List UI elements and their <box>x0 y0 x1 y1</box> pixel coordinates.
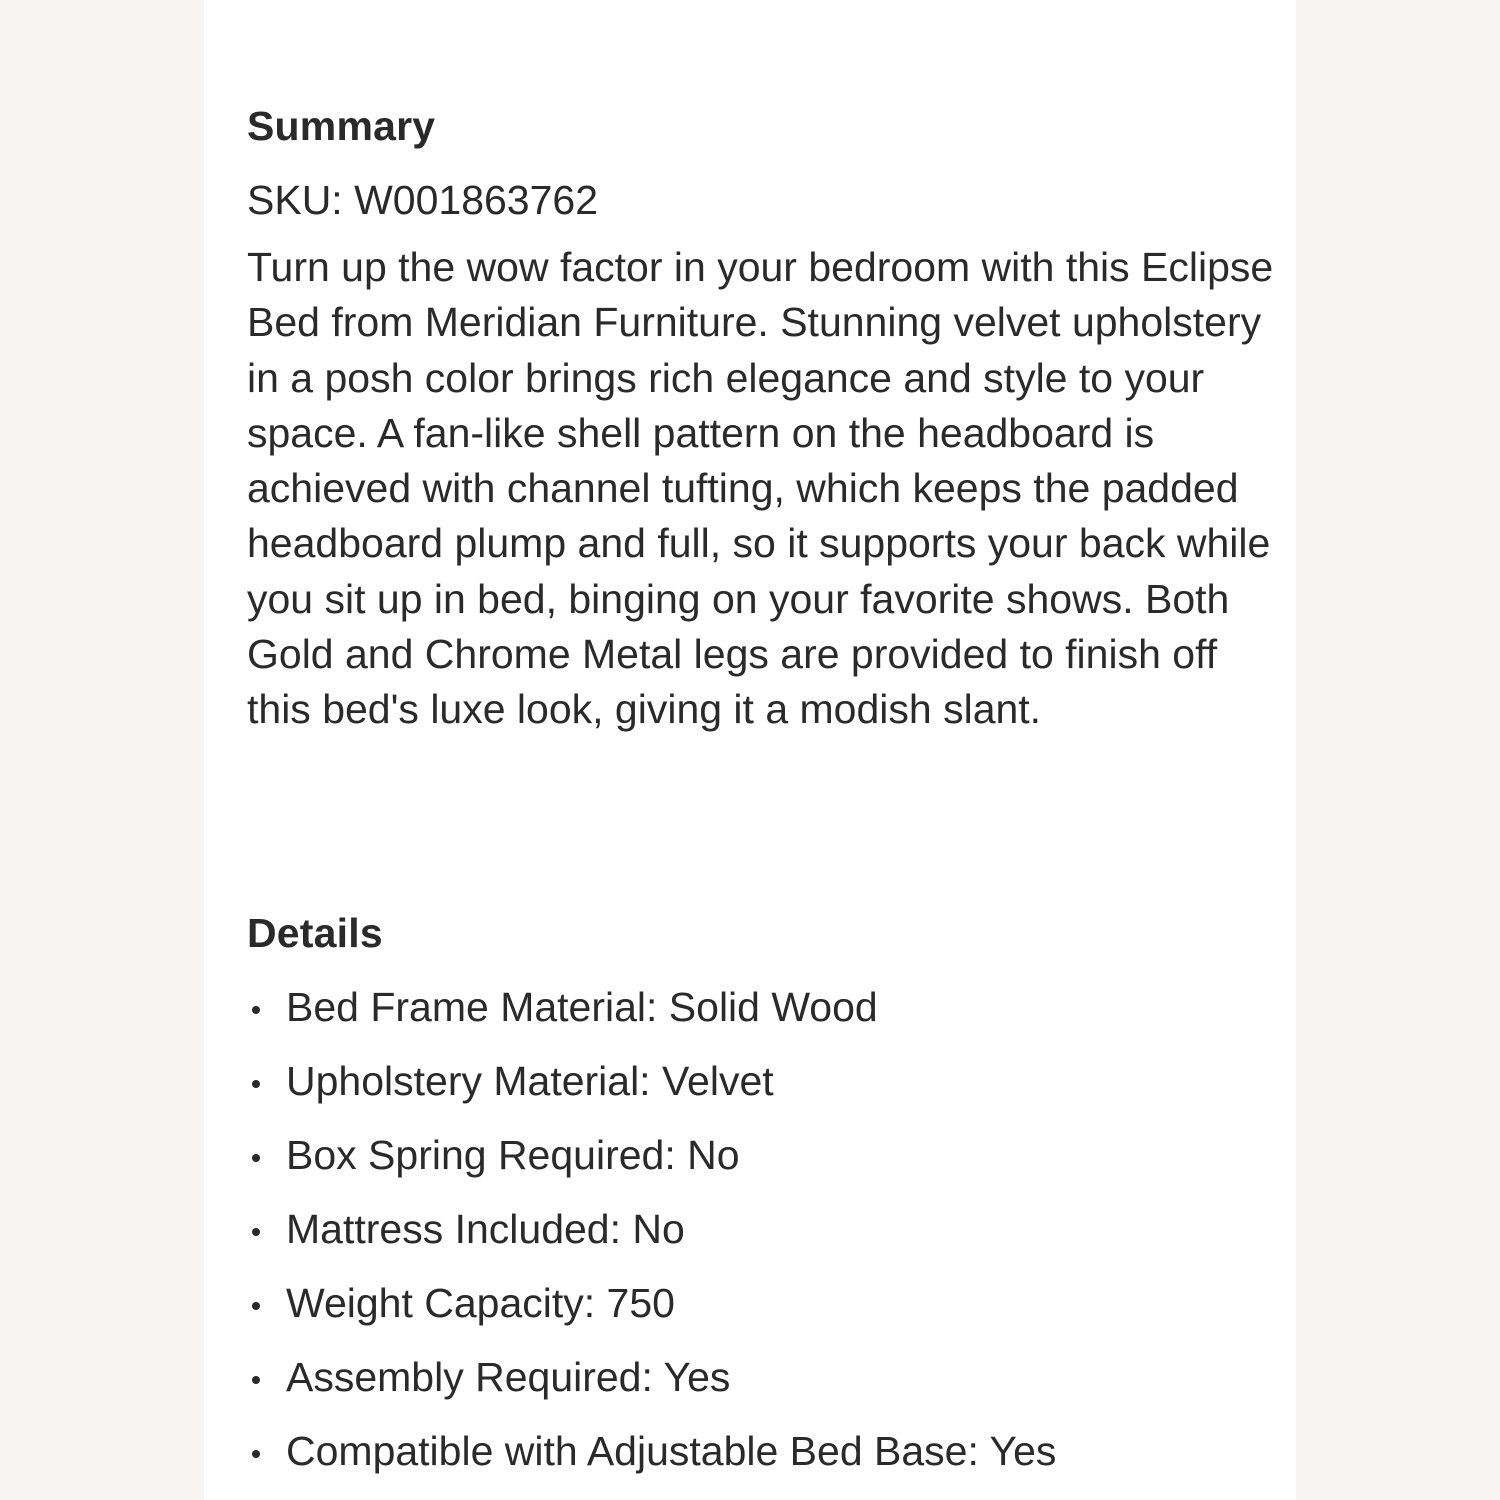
detail-item-mattress-included: Mattress Included: No <box>247 1202 1287 1276</box>
summary-heading: Summary <box>247 103 436 149</box>
product-info-card <box>204 0 1296 1500</box>
details-heading: Details <box>247 910 383 956</box>
detail-item-assembly-required: Assembly Required: Yes <box>247 1350 1287 1424</box>
detail-item-adjustable-base-compatible: Compatible with Adjustable Bed Base: Yes <box>247 1424 1287 1498</box>
detail-item-bed-frame-material: Bed Frame Material: Solid Wood <box>247 980 1287 1054</box>
detail-item-upholstery-material: Upholstery Material: Velvet <box>247 1054 1287 1128</box>
product-description: Turn up the wow factor in your bedroom with this Eclipse Bed from Meridian Furniture. Stunning velvet upholstery in a posh color brings rich elegance and style to your space. A fan-like shell pattern on the headboard is achieved with channel tufting, which keeps the padded headboard plump and full, so it supports your back while you sit up in bed, binging on your favorite shows. Both Gold and Chrome Metal legs are provided to finish off this bed's luxe look, giving it a modish slant. <box>247 244 1274 733</box>
details-list <box>247 980 1287 1498</box>
detail-item-box-spring-required: Box Spring Required: No <box>247 1128 1287 1202</box>
sku-text: SKU: W001863762 <box>247 177 599 223</box>
detail-item-weight-capacity: Weight Capacity: 750 <box>247 1276 1287 1350</box>
